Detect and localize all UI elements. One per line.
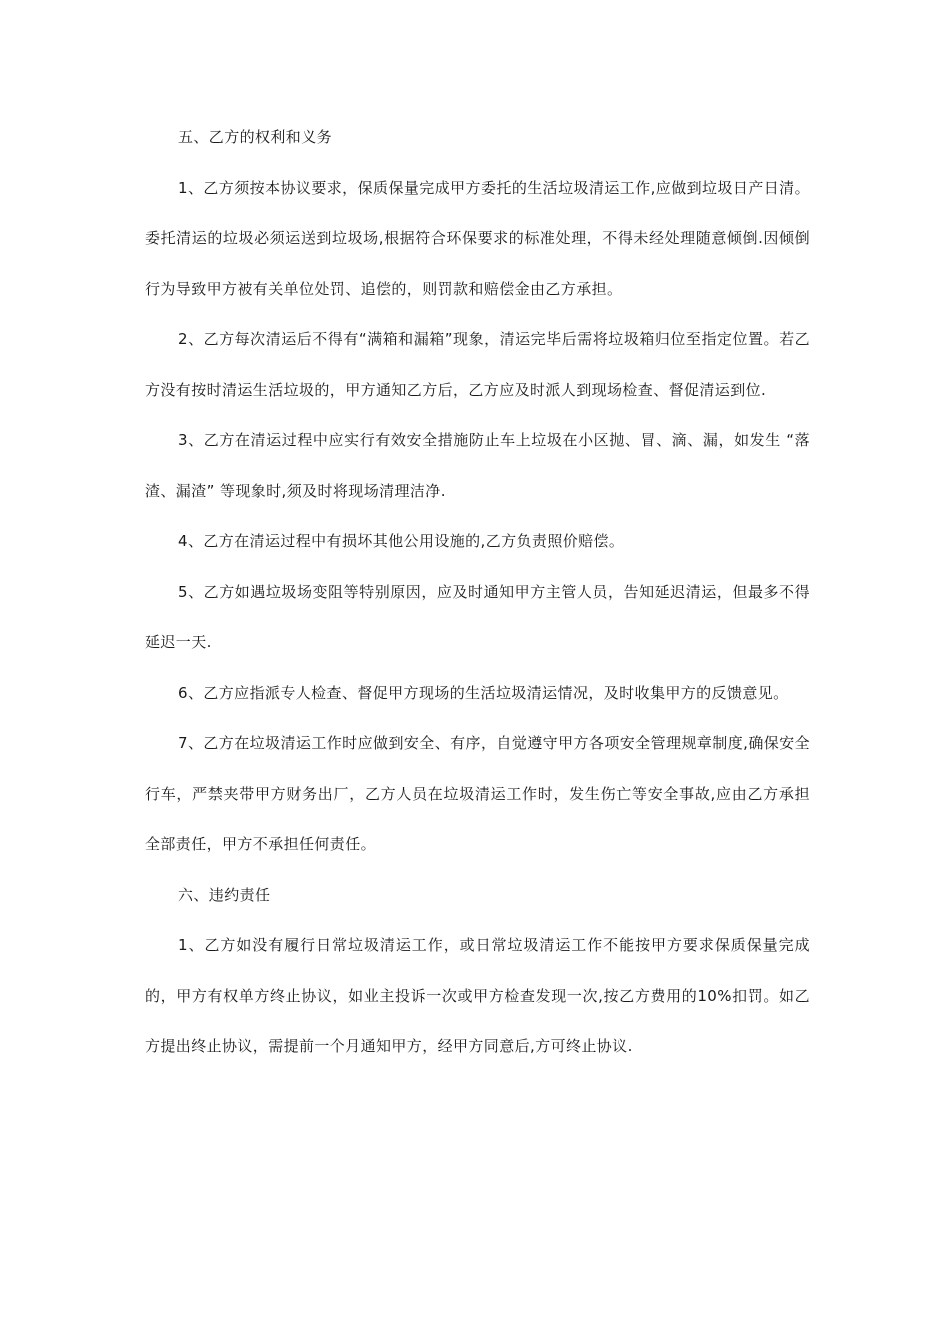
section-heading-party-b-rights: 五、乙方的权利和义务 [178, 128, 333, 146]
section-heading-breach-liability: 六、违约责任 [178, 885, 271, 904]
clause-5-3: 3、乙方在清运过程中应实行有效安全措施防止车上垃圾在小区抛、冒、滴、漏，如发生 “落渣、漏渣” 等现象时,须及时将现场清理洁净. [145, 431, 810, 500]
clause-6-1: 1、乙方如没有履行日常垃圾清运工作，或日常垃圾清运工作不能按甲方要求保质保量完成的，甲方有权单方终止协议，如业主投诉一次或甲方检查发现一次,按乙方费用的10%扣罚。如乙方提出终止协议，需提前一个月通知甲方，经甲方同意后,方可终止协议. [145, 936, 810, 1055]
clause-5-2: 2、乙方每次清运后不得有“满箱和漏箱”现象，清运完毕后需将垃圾箱归位至指定位置。若乙方没有按时清运生活垃圾的，甲方通知乙方后，乙方应及时派人到现场检查、督促清运到位. [145, 330, 810, 399]
document-body [145, 112, 810, 1072]
clause-5-5: 5、乙方如遇垃圾场变阻等特别原因，应及时通知甲方主管人员，告知延迟清运，但最多不得延迟一天. [145, 582, 810, 651]
clause-5-7: 7、乙方在垃圾清运工作时应做到安全、有序，自觉遵守甲方各项安全管理规章制度,确保安全行车，严禁夹带甲方财务出厂，乙方人员在垃圾清运工作时，发生伤亡等安全事故,应由乙方承担全部责任，甲方不承担任何责任。 [145, 734, 810, 853]
clause-5-1: 1、乙方须按本协议要求，保质保量完成甲方委托的生活垃圾清运工作,应做到垃圾日产日清。委托清运的垃圾必须运送到垃圾场,根据符合环保要求的标准处理，不得未经处理随意倾倒.因倾倒行为导致甲方被有关单位处罚、追偿的，则罚款和赔偿金由乙方承担。 [145, 178, 810, 298]
clause-5-4: 4、乙方在清运过程中有损坏其他公用设施的,乙方负责照价赔偿。 [178, 532, 625, 550]
clause-5-6: 6、乙方应指派专人检查、督促甲方现场的生活垃圾清运情况，及时收集甲方的反馈意见。 [178, 683, 789, 702]
